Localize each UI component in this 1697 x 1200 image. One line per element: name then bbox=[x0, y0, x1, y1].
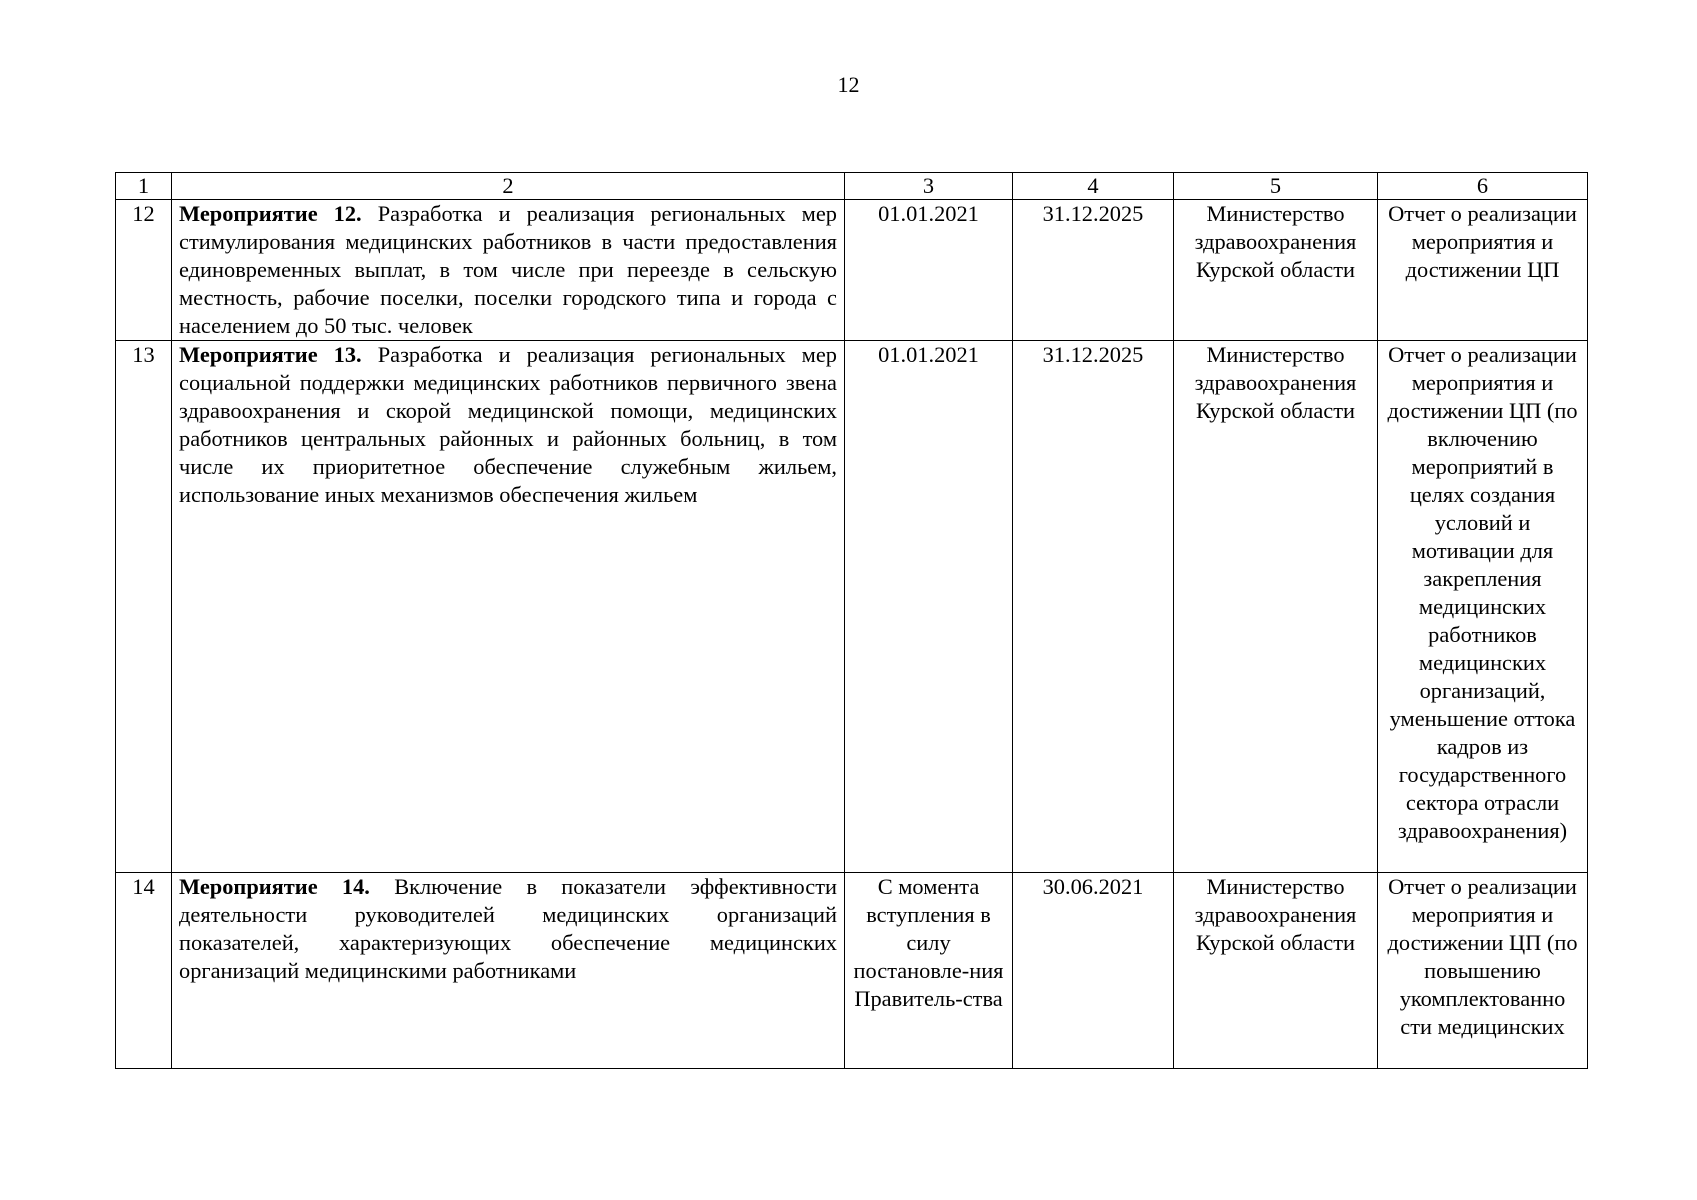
activity-title: Мероприятие 13. bbox=[179, 342, 362, 367]
table-row bbox=[116, 873, 1588, 1069]
end-date: 31.12.2025 bbox=[1013, 200, 1174, 341]
expected-result: Отчет о реализации мероприятия и достижении ЦП (по включению мероприятий в целях создания условий и мотивации для закрепления медицинских работников медицинских организаций, уменьшение оттока кадров из государственного сектора отрасли здравоохранения) bbox=[1378, 341, 1588, 873]
expected-result: Отчет о реализации мероприятия и достижении ЦП bbox=[1378, 200, 1588, 341]
activity-text: Разработка и реализация региональных мер стимулирования медицинских работников в части предоставления единовременных выплат, в том числе при переезде в сельскую местность, рабочие поселки, поселки городского типа и города с населением до 50 тыс. человек bbox=[179, 201, 837, 338]
activity-text: Разработка и реализация региональных мер социальной поддержки медицинских работников первичного звена здравоохранения и скорой медицинской помощи, медицинских работников центральных районных и районных больниц, в том числе их приоритетное обеспечение служебным жильем, использование иных механизмов обеспечения жильем bbox=[179, 342, 837, 507]
executor: Министерство здравоохранения Курской области bbox=[1174, 341, 1378, 873]
activity-title: Мероприятие 12. bbox=[179, 201, 362, 226]
row-number: 12 bbox=[116, 200, 172, 341]
activity-title: Мероприятие 14. bbox=[179, 874, 370, 899]
activity-description bbox=[172, 200, 845, 341]
page-number: 12 bbox=[837, 72, 860, 97]
column-header: 5 bbox=[1174, 173, 1378, 200]
table-header-row bbox=[116, 173, 1588, 200]
executor: Министерство здравоохранения Курской области bbox=[1174, 873, 1378, 1069]
expected-result: Отчет о реализации мероприятия и достижении ЦП (по повышению укомплектованно сти медицинских bbox=[1378, 873, 1588, 1069]
activity-text: Включение в показатели эффективности деятельности руководителей медицинских организаций показателей, характеризующих обеспечение медицинских организаций медицинскими работниками bbox=[179, 874, 837, 983]
end-date: 31.12.2025 bbox=[1013, 341, 1174, 873]
column-header: 1 bbox=[116, 173, 172, 200]
row-number: 14 bbox=[116, 873, 172, 1069]
table-row bbox=[116, 341, 1588, 873]
row-number: 13 bbox=[116, 341, 172, 873]
table-row bbox=[116, 200, 1588, 341]
column-header: 6 bbox=[1378, 173, 1588, 200]
column-header: 4 bbox=[1013, 173, 1174, 200]
end-date: 30.06.2021 bbox=[1013, 873, 1174, 1069]
start-date: 01.01.2021 bbox=[845, 341, 1013, 873]
activity-description bbox=[172, 873, 845, 1069]
activities-table bbox=[115, 172, 1588, 1069]
executor: Министерство здравоохранения Курской области bbox=[1174, 200, 1378, 341]
start-date: С момента вступления в силу постановле-ния Правитель-ства bbox=[845, 873, 1013, 1069]
column-header: 3 bbox=[845, 173, 1013, 200]
activity-description bbox=[172, 341, 845, 873]
column-header: 2 bbox=[172, 173, 845, 200]
start-date: 01.01.2021 bbox=[845, 200, 1013, 341]
